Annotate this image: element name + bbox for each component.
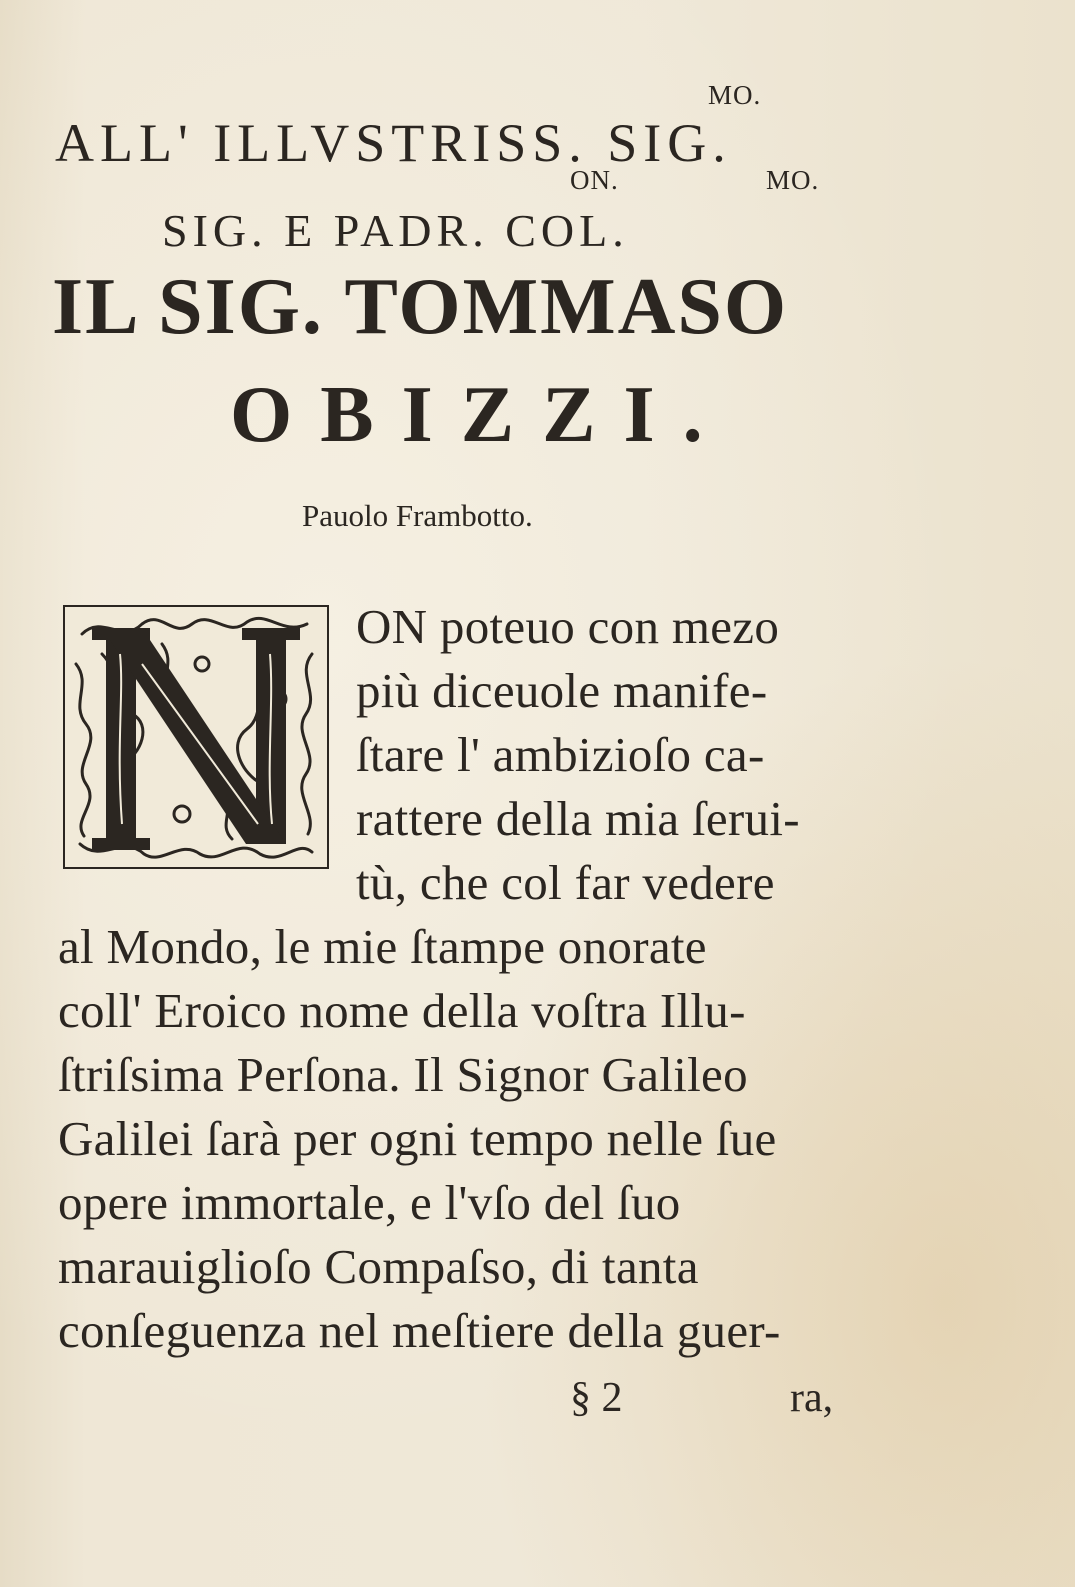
heading-line2: SIG. E PADR. COL. [162,205,629,256]
body-line-11: marauiglioſo Compaſso, di tanta [58,1239,699,1294]
body-line-9: Galilei ſarà per ogni tempo nelle ſue [58,1111,777,1166]
heading-surname: OBIZZI. [230,371,731,459]
body-line-12: conſeguenza nel meſtiere della guer- [58,1303,781,1358]
catchword: ra, [790,1375,834,1421]
dedication-author: Pauolo Frambotto. [302,498,533,533]
body-line-10: opere immortale, e l'vſo del ſuo [58,1175,681,1230]
body-line-6: al Mondo, le mie ſtampe onorate [58,919,707,974]
body-line-8: ſtriſsima Perſona. Il Signor Galileo [58,1047,748,1102]
body-line-5: tù, che col far vedere [356,855,775,910]
body-line-7: coll' Eroico nome della voſtra Illu- [58,983,746,1038]
signature-mark: § 2 [570,1375,623,1421]
body-line-3: ſtare l' ambizioſo ca- [356,727,765,782]
heading-name: IL SIG. TOMMASO [52,263,789,351]
heading-line1: ALL' ILLVSTRISS. SIG. [55,113,732,173]
heading-line2-superscript-left: ON. [570,165,619,195]
body-line-1: ON poteuo con mezo [356,599,780,654]
body-line-2: più diceuole manife- [356,663,768,718]
heading-line2-superscript-right: MO. [766,165,820,195]
body-line-4: rattere della mia ſerui- [356,791,800,846]
decorated-initial-n-icon [62,604,330,870]
heading-line1-superscript: MO. [708,80,762,110]
